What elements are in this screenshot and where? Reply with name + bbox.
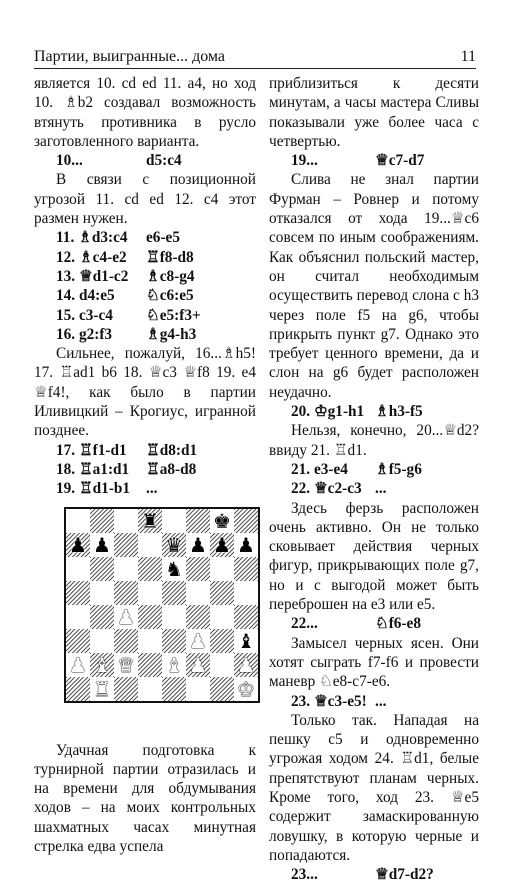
black-move: ♕d7-d2? (375, 866, 434, 884)
move-line (34, 460, 256, 479)
white-move: 20. ♔g1-h1 (291, 403, 365, 421)
board-square (138, 677, 162, 701)
board-square (114, 557, 138, 581)
white-pawn-piece: ♟ (186, 653, 210, 677)
board-square (114, 533, 138, 557)
white-move: 14. d4:e5 (56, 287, 115, 305)
board-square (234, 605, 258, 629)
board-square (66, 605, 90, 629)
board-square (138, 533, 162, 557)
move-list (34, 228, 256, 344)
paragraph: Замысел черных ясен. Они хотят сыграть f7-f6 и провести маневр ♘e8-c7-e6. (269, 634, 479, 691)
board-square (186, 509, 210, 533)
board-square (66, 581, 90, 605)
board-square (162, 509, 186, 533)
left-column (34, 74, 256, 856)
white-move: 22. ♕c2-c3 (291, 480, 362, 498)
board-square (186, 557, 210, 581)
board-square (234, 509, 258, 533)
paragraph: Здесь ферзь расположен очень активно. Он не только сковывает действия черных фигур, прикрывающих поле g7, но и с выгодой может быть переброшен на e3 или e5. (269, 499, 479, 614)
black-move: ♗g4-h3 (146, 325, 197, 343)
white-queen-piece: ♛ (117, 652, 135, 677)
board-square (90, 509, 114, 533)
paragraph: В связи с позиционной угрозой 11. cd ed 12. c4 этот размен нужен. (34, 171, 256, 228)
board-square (162, 605, 186, 629)
black-knight-piece: ♞ (165, 556, 183, 581)
move-line (34, 479, 256, 498)
white-move: 12. ♗c4-e2 (56, 248, 127, 266)
move-line (269, 692, 479, 711)
board-square (66, 629, 90, 653)
white-move: 19. ♖d1-b1 (56, 480, 131, 498)
board-square (138, 629, 162, 653)
right-column (269, 74, 479, 884)
move-line (269, 614, 479, 633)
move-line (34, 151, 256, 170)
white-pawn-piece: ♟ (69, 652, 87, 677)
page-number: 11 (460, 48, 476, 65)
white-pawn-piece: ♟ (117, 604, 135, 629)
board-square (90, 581, 114, 605)
board-square (66, 557, 90, 581)
black-pawn-piece: ♟ (66, 533, 90, 557)
white-rook-piece: ♜ (93, 676, 111, 701)
black-move: ♖d8:d1 (146, 441, 198, 459)
move-line (34, 306, 256, 325)
board-square (210, 677, 234, 701)
paragraph: приблизиться к десяти минутам, а часы мастера Сливы показывали уже более часа с четвертью. (269, 75, 479, 150)
board-square (138, 557, 162, 581)
black-move: ♘c6:e5 (146, 287, 194, 305)
move-line (34, 267, 256, 286)
move-line (34, 286, 256, 305)
board-square (186, 605, 210, 629)
board-square (162, 581, 186, 605)
black-move: ... (146, 480, 158, 498)
paragraph: является 10. cd ed 11. a4, но ход 10. ♗b2 создавал возможность втянуть противника в русло заготовленного варианта. (34, 75, 256, 150)
black-pawn-piece: ♟ (93, 532, 111, 557)
paragraph: Сильнее, пожалуй, 16...♗h5! 17. ♖ad1 b6 18. ♕c3 ♕f8 19. e4 ♕f4!, как было в партии Иливицкий – Крогиус, игранной позднее. (34, 345, 256, 440)
white-bishop-piece: ♝ (90, 653, 114, 677)
move-line (269, 460, 479, 479)
move-line (34, 441, 256, 460)
paragraph: Удачная подготовка к турнирной партии отразилась и на времени для обдумывания ходов – на моих контрольных шахматных часах минутная стрелка едва успела (34, 741, 256, 856)
board-square (162, 677, 186, 701)
board-square (234, 581, 258, 605)
black-move: ♗f5-g6 (375, 460, 422, 478)
board-square (186, 581, 210, 605)
board-square (66, 509, 90, 533)
black-move: ♗c8-g4 (146, 267, 195, 285)
board-square (162, 629, 186, 653)
board-square (90, 629, 114, 653)
black-move: ... (375, 692, 387, 710)
white-pawn-piece: ♟ (189, 628, 207, 653)
black-rook-piece: ♜ (138, 509, 162, 533)
board-square (210, 629, 234, 653)
black-move: ♖a8-d8 (146, 460, 197, 478)
black-move: ♖f8-d8 (146, 248, 194, 266)
black-move: ♘f6-e8 (375, 615, 421, 633)
white-move: 21. e3-e4 (291, 460, 348, 478)
board-square (186, 677, 210, 701)
board-square (114, 509, 138, 533)
white-move: 15. c3-c4 (56, 306, 113, 324)
black-pawn-piece: ♟ (237, 532, 255, 557)
white-bishop-piece: ♝ (165, 652, 183, 677)
move-line (34, 248, 256, 267)
board-square (114, 677, 138, 701)
running-header (34, 42, 476, 69)
white-move: 10... (56, 152, 83, 170)
chess-diagram (64, 507, 260, 703)
black-move: ♗h3-f5 (375, 403, 423, 421)
board-square (210, 557, 234, 581)
white-move: 19... (291, 152, 318, 170)
move-line (269, 479, 479, 498)
board-square (210, 605, 234, 629)
running-title: Партии, выигранные... дома (34, 48, 226, 65)
move-line (34, 325, 256, 344)
white-move: 18. ♖a1:d1 (56, 460, 130, 478)
move-line (34, 228, 256, 247)
white-move: 13. ♕d1-c2 (56, 267, 129, 285)
move-list (269, 460, 479, 499)
board-square (114, 581, 138, 605)
board-square (234, 557, 258, 581)
move-line (269, 402, 479, 421)
white-move: 16. g2:f3 (56, 325, 113, 343)
black-queen-piece: ♛ (162, 533, 186, 557)
white-move: 11. ♗d3:c4 (56, 229, 128, 247)
paragraph: Только так. Нападая на пешку c5 и одновременно угрожая ходом 24. ♖d1, белые препятствуют планам черных. Кроме того, ход 23. ♕e5 содержит замаскированную ловушку, в которую черные и попадаются. (269, 711, 479, 864)
black-bishop-piece: ♝ (237, 628, 255, 653)
board-square (138, 653, 162, 677)
board-square (114, 629, 138, 653)
white-move: 23. ♕c3-e5! (291, 692, 367, 710)
board-square (90, 557, 114, 581)
black-pawn-piece: ♟ (210, 533, 234, 557)
black-move: ♘e5:f3+ (146, 306, 201, 324)
white-pawn-piece: ♟ (234, 653, 258, 677)
board-square (66, 677, 90, 701)
board-square (210, 653, 234, 677)
black-move: d5:c4 (146, 152, 182, 170)
board-square (138, 581, 162, 605)
move-line (269, 865, 479, 884)
white-king-piece: ♚ (237, 676, 255, 701)
board-square (138, 605, 162, 629)
white-move: 22... (291, 615, 318, 633)
paragraph: Слива не знал партии Фурман – Ровнер и потому отказался от хода 19...♕c6 совсем по иным соображениям. Как объяснил польский мастер, он считал необходимым осуществить перевод слона с h3 через поле f5 на g6, чтобы прикрыть пункт g7. Однако это требует ценного времени, да и слон на g6 будет расположен неудачно. (269, 171, 479, 401)
board-square (90, 605, 114, 629)
move-line (269, 151, 479, 170)
black-move: ♕c7-d7 (375, 152, 425, 170)
black-pawn-piece: ♟ (189, 532, 207, 557)
board-square (210, 581, 234, 605)
paragraph: Нельзя, конечно, 20...♕d2? ввиду 21. ♖d1. (269, 422, 479, 459)
white-move: 23... (291, 866, 318, 884)
chess-board (66, 509, 258, 701)
white-move: 17. ♖f1-d1 (56, 441, 127, 459)
black-king-piece: ♚ (213, 508, 231, 533)
black-move: e6-e5 (146, 229, 180, 247)
move-list (34, 441, 256, 499)
black-move: ... (375, 480, 387, 498)
